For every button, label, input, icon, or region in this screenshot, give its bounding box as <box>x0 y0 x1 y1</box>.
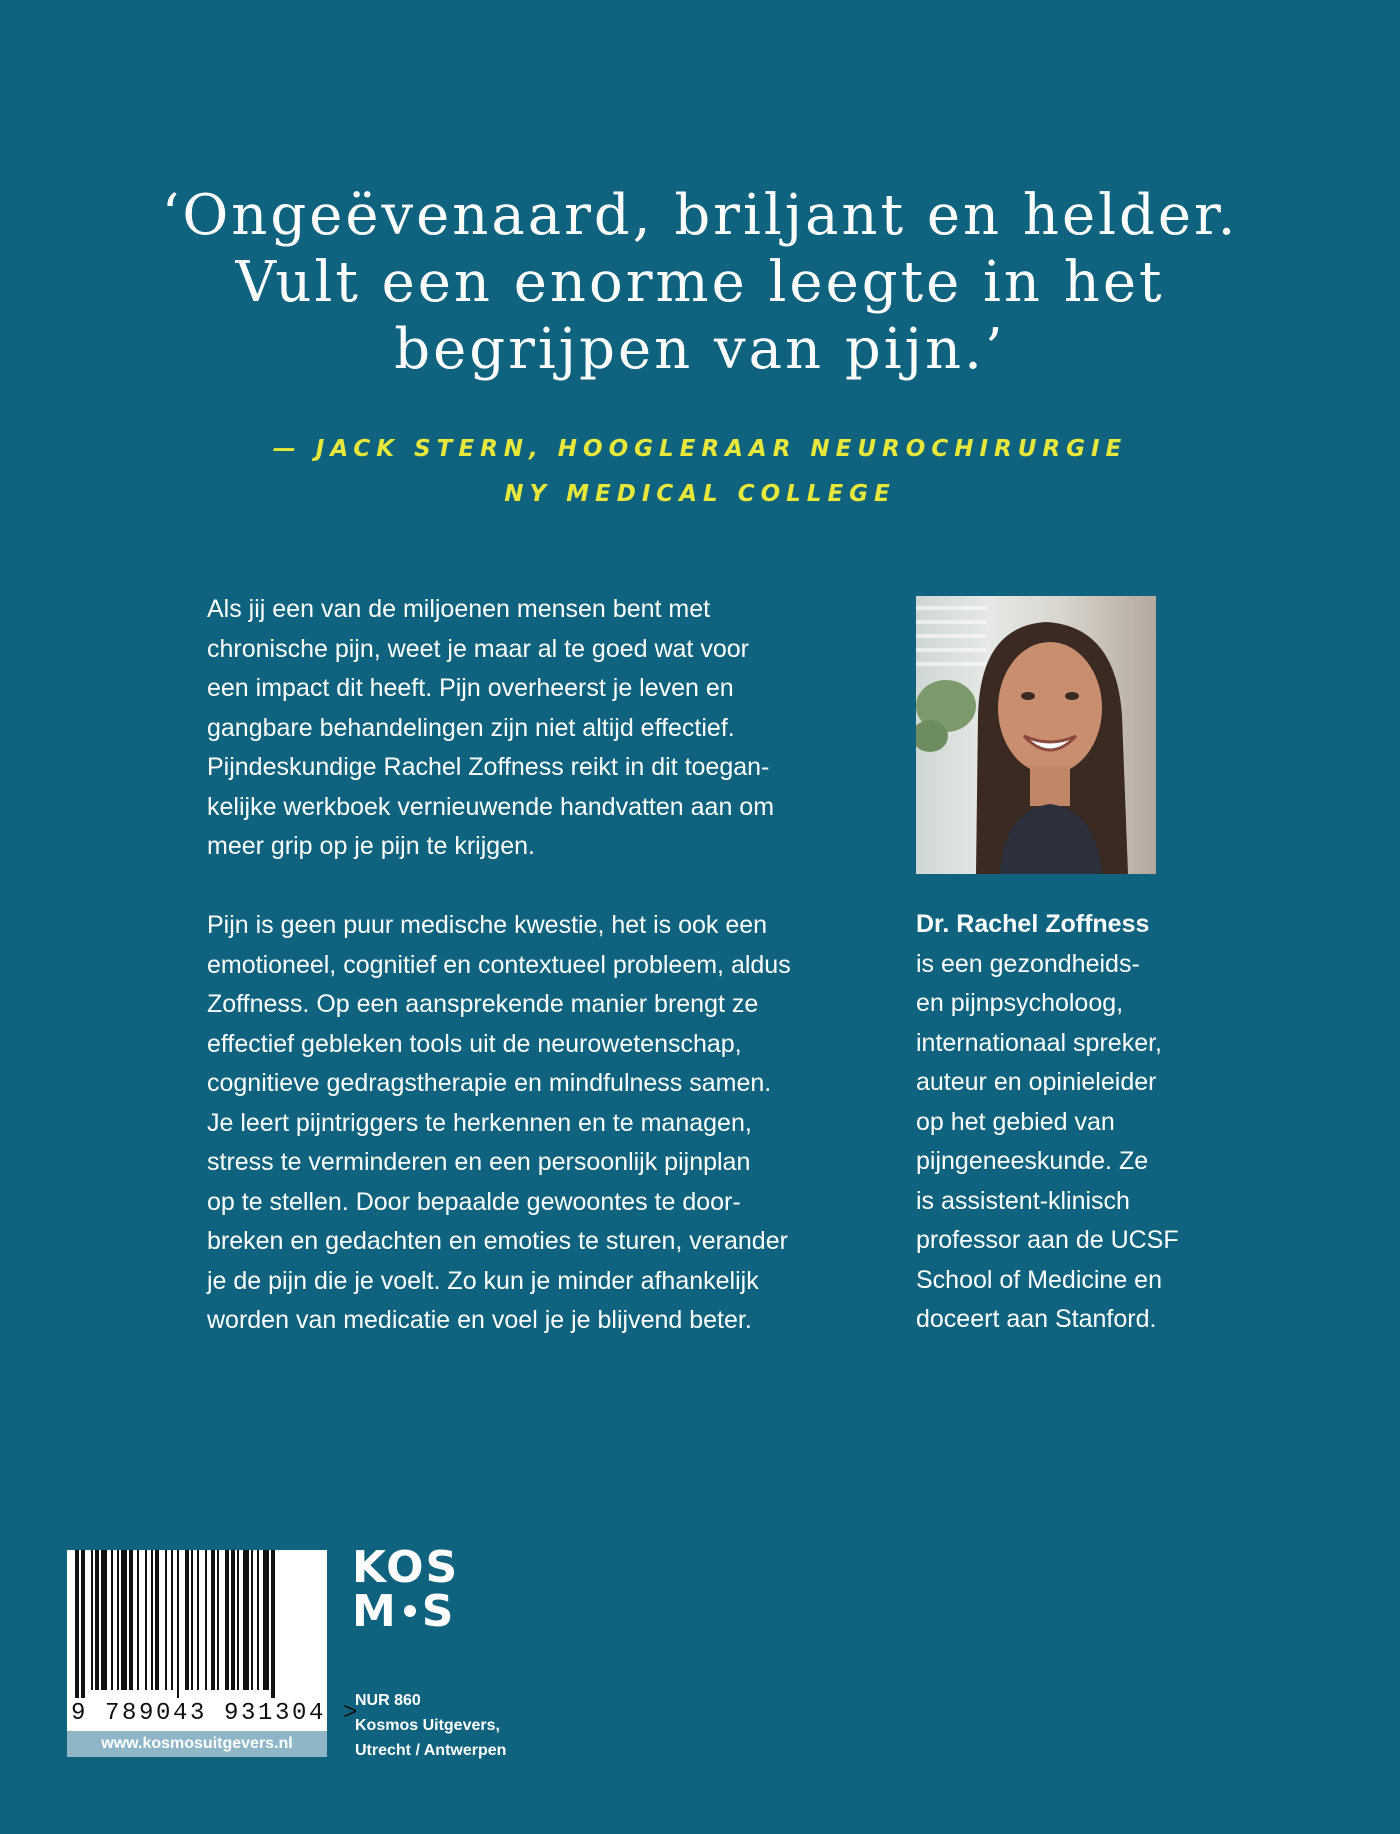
barcode-bar <box>91 1550 93 1690</box>
attribution-line: — JACK STERN, HOOGLERAAR NEUROCHIRURGIE <box>272 436 1128 462</box>
text-line: op te stellen. Door bepaalde gewoontes te door- <box>207 1187 741 1216</box>
text-line: Zoffness. Op een aansprekende manier brengt ze <box>207 990 759 1018</box>
bio-line: School of Medicine en <box>916 1265 1162 1294</box>
quote-attribution <box>120 427 1280 517</box>
barcode-bar <box>95 1550 99 1690</box>
publisher-name: Kosmos Uitgevers, <box>355 1717 500 1734</box>
barcode-bar <box>129 1550 133 1690</box>
text-line: kelijke werkboek vernieuwende handvatten aan om <box>207 792 775 821</box>
text-line: chronische pijn, weet je maar al te goed wat voor <box>207 634 749 663</box>
quote-line: begrijpen van pijn.’ <box>394 317 1006 382</box>
barcode-bar <box>231 1550 235 1690</box>
barcode-bar <box>185 1550 189 1690</box>
paragraph-gap <box>207 867 867 907</box>
text-line: breken en gedachten en emoties te sturen, verander <box>207 1227 788 1255</box>
text-line: gangbare behandelingen zijn niet altijd effectief. <box>207 713 735 742</box>
barcode-bar <box>205 1550 207 1690</box>
publisher-info <box>355 1688 615 1763</box>
barcode-bar <box>271 1550 275 1698</box>
author-portrait-image <box>916 596 1156 874</box>
barcode-bar <box>177 1550 179 1698</box>
text-line: worden van medicatie en voel je je blijvend beter. <box>207 1306 752 1334</box>
author-bio <box>916 905 1246 1340</box>
face <box>998 642 1102 774</box>
bio-line: auteur en opinieleider <box>916 1068 1157 1096</box>
bio-line: op het gebied van <box>916 1107 1115 1136</box>
window-blinds <box>916 606 986 666</box>
barcode-bar <box>217 1550 219 1690</box>
barcode-bar <box>81 1550 85 1698</box>
logo-dot-icon <box>404 1605 416 1617</box>
logo-row-bottom <box>352 1586 472 1637</box>
logo-row-top: KOS <box>352 1542 460 1593</box>
barcode-bar <box>151 1550 153 1690</box>
barcode-bar <box>191 1550 193 1690</box>
bio-line: doceert aan Stanford. <box>916 1305 1157 1333</box>
bio-line: is assistent-klinisch <box>916 1186 1130 1215</box>
text-line: effectief gebleken tools uit de neurowetenschap, <box>207 1029 742 1058</box>
nur-code: NUR 860 <box>355 1692 421 1709</box>
barcode-bar <box>211 1550 215 1690</box>
text-line: een impact dit heeft. Pijn overheerst je leven en <box>207 674 734 702</box>
barcode-bar <box>117 1550 119 1690</box>
quote-line: ‘Ongeëvenaard, briljant en helder. <box>161 183 1239 248</box>
text-line: Pijn is geen puur medische kwestie, het is ook een <box>207 911 768 939</box>
text-line: Als jij een van de miljoenen mensen bent met <box>207 595 711 623</box>
text-line: Pijndeskundige Rachel Zoffness reikt in dit toegan- <box>207 753 770 781</box>
text-line: stress te verminderen en een persoonlijk pijnplan <box>207 1148 751 1176</box>
barcode-bar <box>145 1550 147 1690</box>
text-line: emotioneel, cognitief en contextueel probleem, aldus <box>207 950 791 979</box>
bio-line: is een gezondheids- <box>916 949 1140 978</box>
barcode-bar <box>257 1550 259 1690</box>
barcode-bar <box>121 1550 127 1690</box>
text-line: je de pijn die je voelt. Zo kun je minder afhankelijk <box>207 1266 759 1295</box>
book-description <box>207 590 867 1341</box>
barcode-bar <box>75 1550 79 1698</box>
barcode-bar <box>171 1550 173 1690</box>
kosmos-logo <box>352 1542 472 1637</box>
barcode-bar <box>165 1550 167 1690</box>
barcode-bar <box>243 1550 249 1690</box>
barcode-bar <box>197 1550 199 1690</box>
barcode-bar <box>251 1550 253 1690</box>
isbn-barcode <box>67 1550 361 1757</box>
bio-line: internationaal spreker, <box>916 1028 1162 1057</box>
bio-line: en pijnpsycholoog, <box>916 989 1124 1017</box>
logo-letter: S <box>421 1586 456 1637</box>
publisher-location: Utrecht / Antwerpen <box>355 1742 507 1759</box>
author-portrait <box>916 596 1156 874</box>
description-paragraph-2 <box>207 906 867 1341</box>
barcode-bar <box>137 1550 139 1690</box>
barcode-bars <box>67 1550 327 1700</box>
cover-quote <box>120 182 1280 383</box>
description-paragraph-1 <box>207 590 867 867</box>
text-line: Je leert pijntriggers te herkennen en te managen, <box>207 1108 752 1137</box>
barcode-bar <box>111 1550 113 1690</box>
barcode-bar <box>237 1550 239 1690</box>
barcode-bar <box>263 1550 269 1690</box>
text-line: cognitieve gedragstherapie en mindfulness samen. <box>207 1069 772 1097</box>
logo-letter: M <box>352 1586 398 1637</box>
barcode-bar <box>155 1550 159 1690</box>
author-name: Dr. Rachel Zoffness <box>916 910 1150 938</box>
barcode-bar <box>101 1550 107 1690</box>
text-line: meer grip op je pijn te krijgen. <box>207 832 535 860</box>
publisher-url: www.kosmosuitgevers.nl <box>67 1731 327 1757</box>
bio-line: professor aan de UCSF <box>916 1226 1179 1254</box>
isbn-number: 9 789043 931304 > <box>71 1700 361 1727</box>
bio-line: pijngeneeskunde. Ze <box>916 1147 1149 1175</box>
quote-line: Vult een enorme leegte in het <box>235 250 1165 315</box>
attribution-line: NY MEDICAL COLLEGE <box>504 481 896 507</box>
barcode-bar <box>225 1550 229 1690</box>
